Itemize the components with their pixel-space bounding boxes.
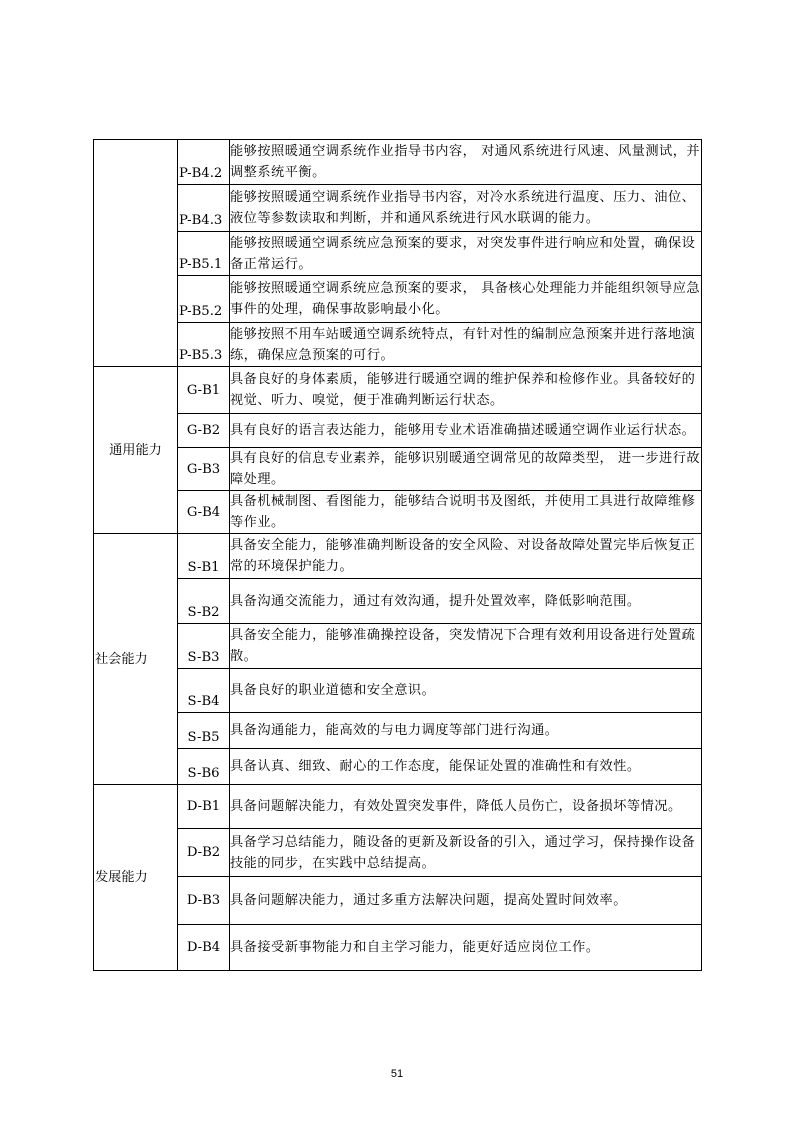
table-row <box>94 749 702 785</box>
page-number: 51 <box>390 1068 404 1080</box>
row-code: P-B4.2 <box>178 140 230 185</box>
table-row <box>94 579 702 624</box>
row-code: S-B5 <box>178 713 230 749</box>
row-code: S-B1 <box>178 534 230 579</box>
table-row <box>94 185 702 232</box>
row-description: 具备认真、细致、耐心的工作态度，能保证处置的准确性和有效性。 <box>230 749 702 785</box>
table-row <box>94 877 702 925</box>
table-row <box>94 276 702 323</box>
row-description: 具有良好的语言表达能力，能够用专业术语准确描述暖通空调作业运行状态。 <box>230 414 702 448</box>
row-code: S-B4 <box>178 669 230 713</box>
row-description: 具备良好的身体素质，能够进行暖通空调的维护保养和检修作业。具备较好的视觉、听力、嗅觉，便于准确判断运行状态。 <box>230 367 702 414</box>
table-row <box>94 232 702 276</box>
row-code: S-B6 <box>178 749 230 785</box>
row-code: S-B2 <box>178 579 230 624</box>
table-row <box>94 624 702 669</box>
row-code: P-B5.1 <box>178 232 230 276</box>
row-code: G-B3 <box>178 448 230 491</box>
row-description: 具备问题解决能力，通过多重方法解决问题，提高处置时间效率。 <box>230 877 702 925</box>
row-description: 具备安全能力，能够准确操控设备，突发情况下合理有效利用设备进行处置疏散。 <box>230 624 702 669</box>
row-description: 具备沟通能力，能高效的与电力调度等部门进行沟通。 <box>230 713 702 749</box>
row-code: D-B4 <box>178 925 230 971</box>
table-row <box>94 414 702 448</box>
table-row <box>94 367 702 414</box>
row-description: 能够按照暖通空调系统应急预案的要求， 具备核心处理能力并能组织领导应急事件的处理，确保事故影响最小化。 <box>230 276 702 323</box>
category-general: 通用能力 <box>94 367 178 534</box>
row-description: 具备沟通交流能力，通过有效沟通，提升处置效率，降低影响范围。 <box>230 579 702 624</box>
table-row <box>94 140 702 185</box>
row-code: P-B5.2 <box>178 276 230 323</box>
table-row <box>94 491 702 534</box>
row-description: 具备安全能力，能够准确判断设备的安全风险、对设备故障处置完毕后恢复正常的环境保护能力。 <box>230 534 702 579</box>
competency-table <box>93 139 702 971</box>
row-code: G-B2 <box>178 414 230 448</box>
row-code: D-B1 <box>178 785 230 829</box>
row-code: G-B4 <box>178 491 230 534</box>
table-row <box>94 925 702 971</box>
row-code: G-B1 <box>178 367 230 414</box>
row-code: P-B5.3 <box>178 323 230 367</box>
row-description: 具备接受新事物能力和自主学习能力，能更好适应岗位工作。 <box>230 925 702 971</box>
row-description: 能够按照不用车站暖通空调系统特点，有针对性的编制应急预案并进行落地演练，确保应急预案的可行。 <box>230 323 702 367</box>
row-description: 具备良好的职业道德和安全意识。 <box>230 669 702 713</box>
table-row <box>94 534 702 579</box>
table-row <box>94 829 702 877</box>
category-social: 社会能力 <box>94 534 178 785</box>
row-description: 具备学习总结能力，随设备的更新及新设备的引入，通过学习，保持操作设备技能的同步，在实践中总结提高。 <box>230 829 702 877</box>
category-development: 发展能力 <box>94 785 178 971</box>
row-code: D-B2 <box>178 829 230 877</box>
row-description: 能够按照暖通空调系统作业指导书内容， 对通风系统进行风速、风量测试，并调整系统平衡。 <box>230 140 702 185</box>
row-code: S-B3 <box>178 624 230 669</box>
table-row <box>94 713 702 749</box>
table-row <box>94 448 702 491</box>
category-cell-continued <box>94 140 178 367</box>
table-row <box>94 323 702 367</box>
row-description: 具备机械制图、看图能力，能够结合说明书及图纸，并使用工具进行故障维修等作业。 <box>230 491 702 534</box>
row-description: 能够按照暖通空调系统应急预案的要求，对突发事件进行响应和处置，确保设备正常运行。 <box>230 232 702 276</box>
row-description: 能够按照暖通空调系统作业指导书内容，对冷水系统进行温度、压力、油位、液位等参数读取和判断，并和通风系统进行风水联调的能力。 <box>230 185 702 232</box>
table-row <box>94 785 702 829</box>
row-code: P-B4.3 <box>178 185 230 232</box>
row-description: 具有良好的信息专业素养，能够识别暖通空调常见的故障类型， 进一步进行故障处理。 <box>230 448 702 491</box>
row-code: D-B3 <box>178 877 230 925</box>
table-row <box>94 669 702 713</box>
row-description: 具备问题解决能力，有效处置突发事件，降低人员伤亡，设备损坏等情况。 <box>230 785 702 829</box>
